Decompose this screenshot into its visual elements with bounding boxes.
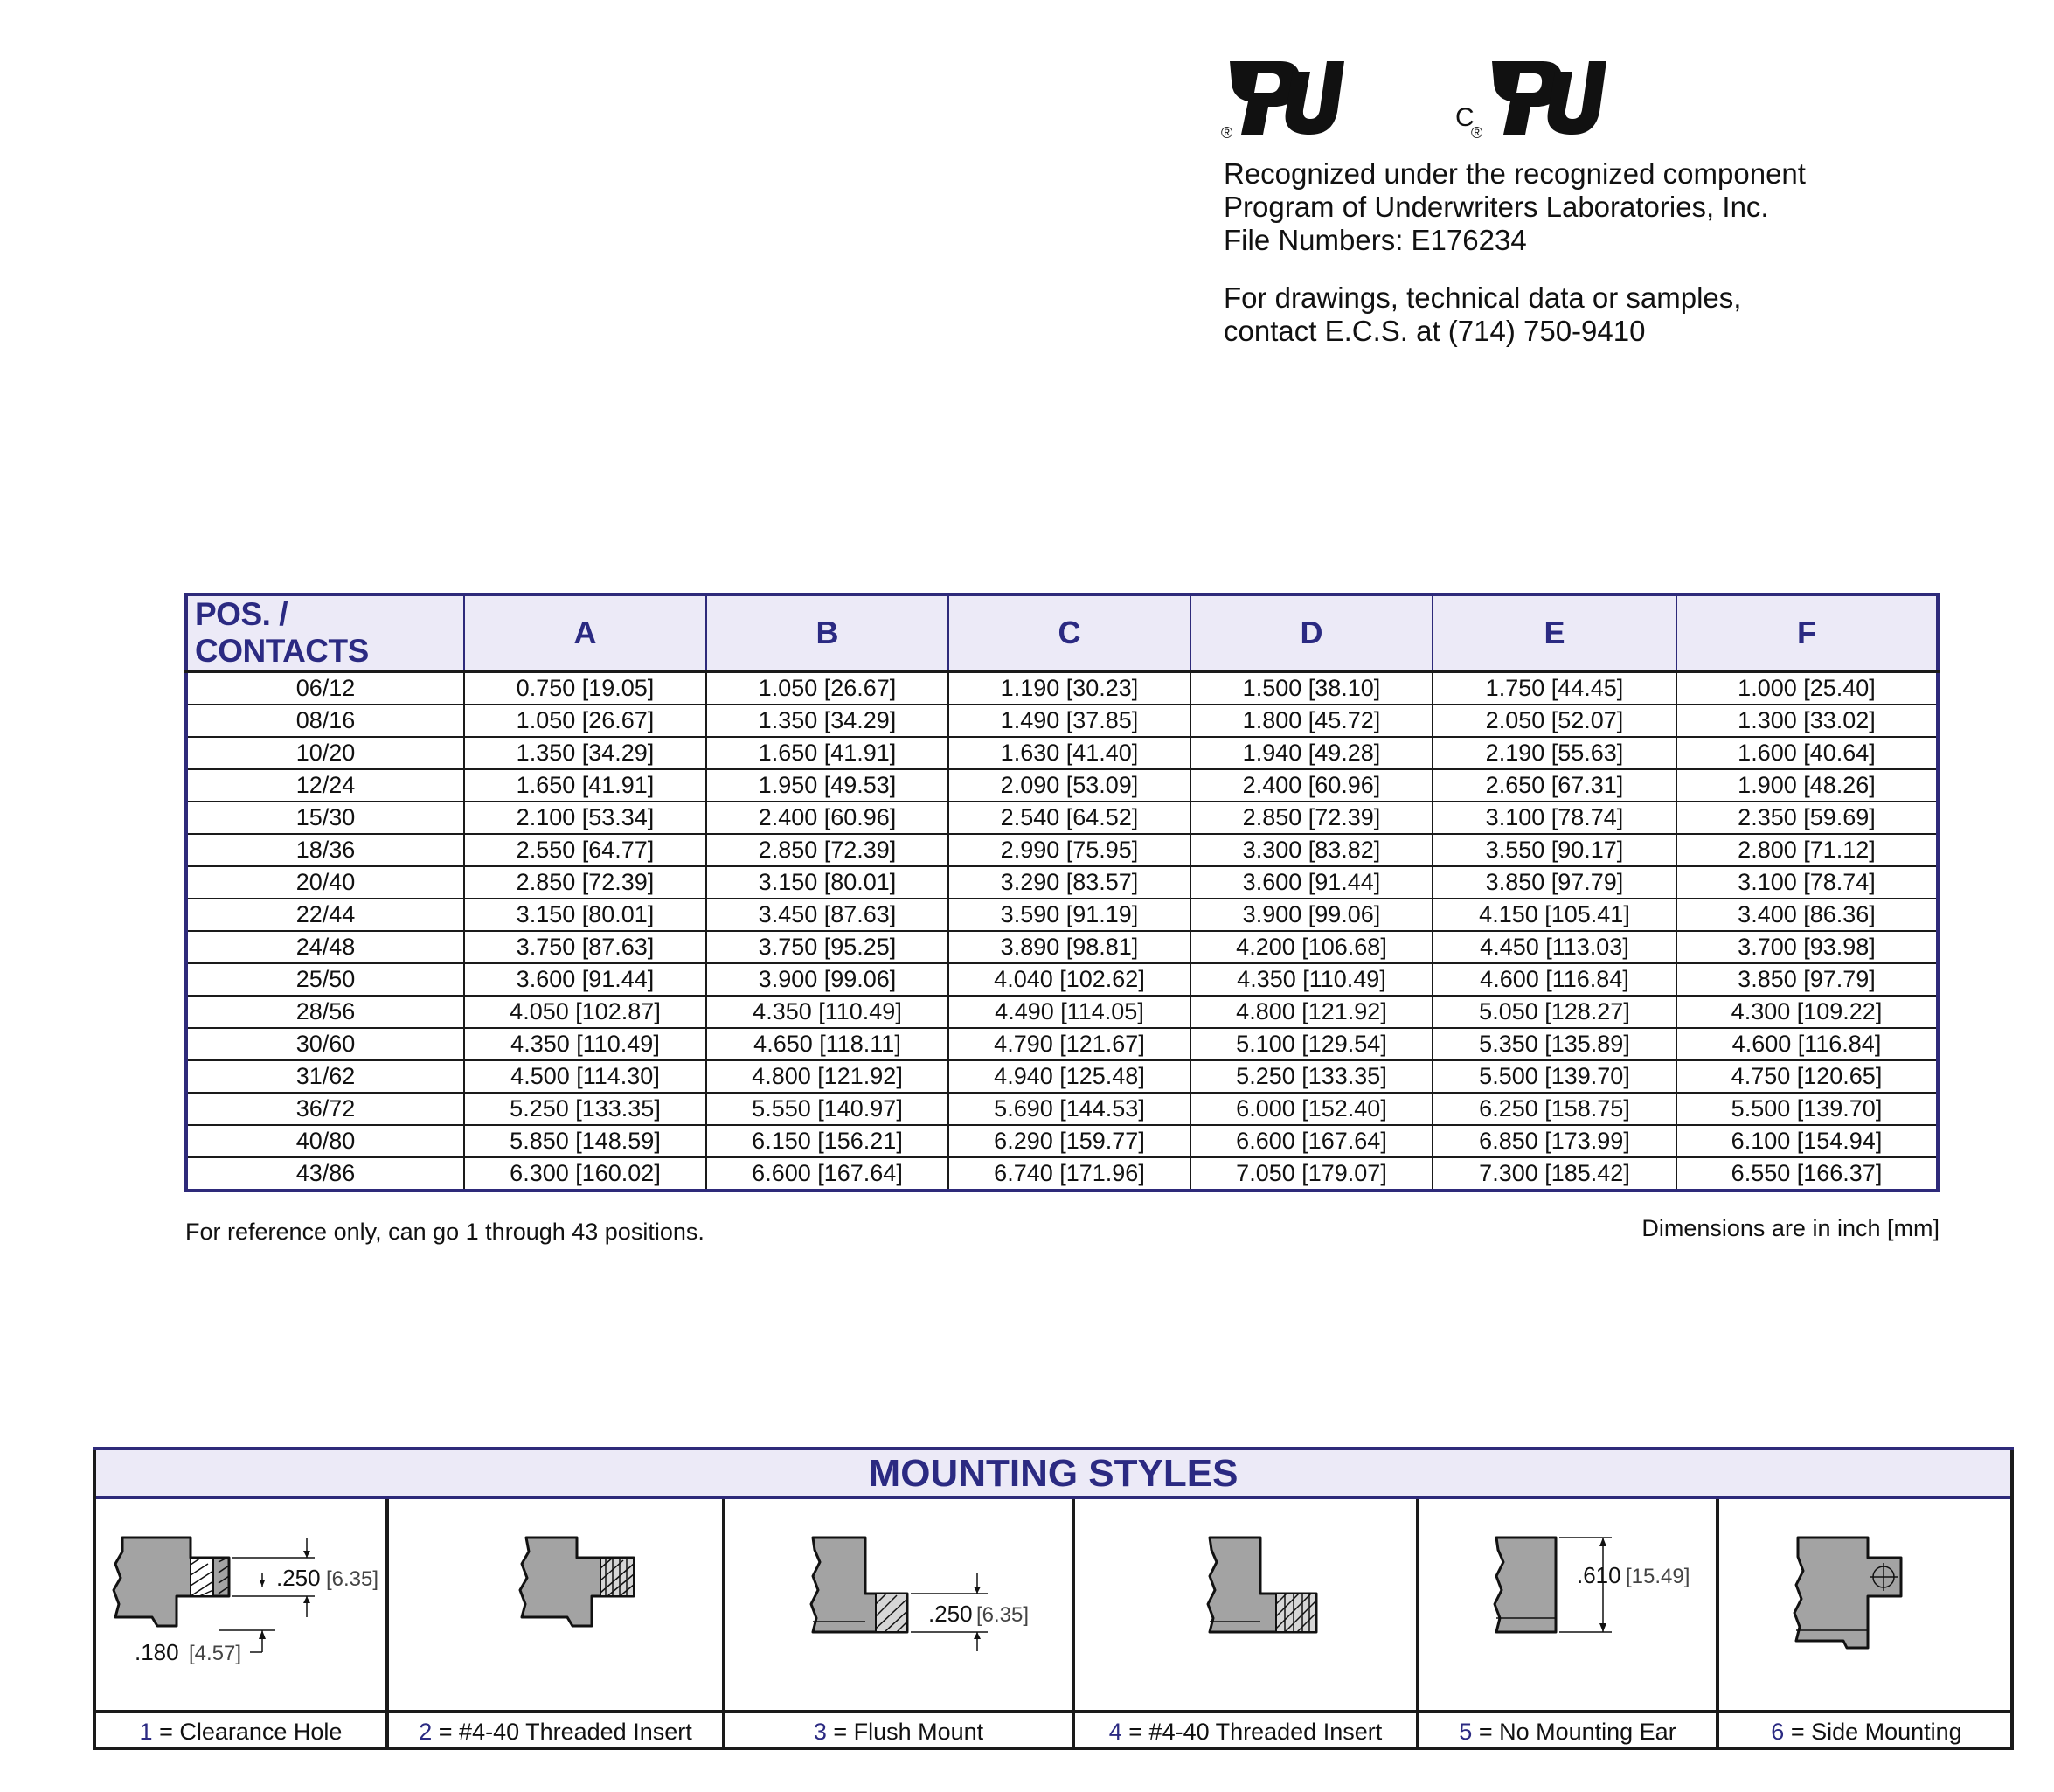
table-row: [186, 769, 1938, 802]
mounting-style-caption: 1 = Clearance Hole: [96, 1710, 385, 1750]
cell-f: 6.100 [154.94]: [1676, 1125, 1938, 1157]
cell-c: 2.090 [53.09]: [948, 769, 1190, 802]
cell-c: 4.940 [125.48]: [948, 1060, 1190, 1093]
cell-c: 1.190 [30.23]: [948, 671, 1190, 705]
cell-c: 3.890 [98.81]: [948, 931, 1190, 963]
col-header-b: B: [706, 594, 948, 671]
cell-d: 4.350 [110.49]: [1190, 963, 1433, 996]
cell-e: 5.350 [135.89]: [1433, 1028, 1676, 1060]
col-header-a: A: [464, 594, 706, 671]
cell-c: 3.290 [83.57]: [948, 866, 1190, 899]
cell-a: 1.350 [34.29]: [464, 737, 706, 769]
cell-e: 7.300 [185.42]: [1433, 1157, 1676, 1191]
no-mounting-ear-drawing: [1419, 1499, 1716, 1710]
registered-mark: ®: [1471, 124, 1483, 142]
ul-line: Recognized under the recognized component: [1224, 157, 1806, 190]
cell-f: 3.400 [86.36]: [1676, 899, 1938, 931]
cell-d: 7.050 [179.07]: [1190, 1157, 1433, 1191]
cell-b: 1.950 [49.53]: [706, 769, 948, 802]
svg-text:[6.35]: [6.35]: [326, 1567, 379, 1591]
cell-a: 2.850 [72.39]: [464, 866, 706, 899]
cell-b: 2.400 [60.96]: [706, 802, 948, 834]
table-row: [186, 1125, 1938, 1157]
mounting-style-2: [389, 1499, 725, 1750]
cell-b: 3.900 [99.06]: [706, 963, 948, 996]
table-row: [186, 737, 1938, 769]
table-body: [186, 671, 1938, 1191]
cell-pos-contacts: 40/80: [186, 1125, 464, 1157]
cell-d: 3.600 [91.44]: [1190, 866, 1433, 899]
cell-a: 2.100 [53.34]: [464, 802, 706, 834]
cell-b: 3.750 [95.25]: [706, 931, 948, 963]
cell-b: 6.600 [167.64]: [706, 1157, 948, 1191]
mounting-style-caption: 4 = #4-40 Threaded Insert: [1075, 1710, 1416, 1750]
ul-recognized-logo: [1219, 54, 1359, 142]
cell-f: 3.850 [97.79]: [1676, 963, 1938, 996]
cell-pos-contacts: 15/30: [186, 802, 464, 834]
cell-pos-contacts: 12/24: [186, 769, 464, 802]
registered-mark: ®: [1221, 124, 1233, 142]
cell-pos-contacts: 30/60: [186, 1028, 464, 1060]
cell-d: 2.400 [60.96]: [1190, 769, 1433, 802]
threaded-insert-flush-drawing: [1075, 1499, 1416, 1710]
table-row: [186, 1028, 1938, 1060]
cell-pos-contacts: 24/48: [186, 931, 464, 963]
cell-f: 3.700 [93.98]: [1676, 931, 1938, 963]
mounting-style-caption: 3 = Flush Mount: [725, 1710, 1072, 1750]
cell-pos-contacts: 31/62: [186, 1060, 464, 1093]
cell-b: 4.800 [121.92]: [706, 1060, 948, 1093]
threaded-insert-drawing: [389, 1499, 722, 1710]
cell-d: 1.500 [38.10]: [1190, 671, 1433, 705]
cul-recognized-logo: [1455, 54, 1613, 142]
ul-recognition-text: [1224, 157, 1806, 257]
cell-a: 4.050 [102.87]: [464, 996, 706, 1028]
mounting-styles-title: MOUNTING STYLES: [96, 1450, 2010, 1499]
cell-d: 6.000 [152.40]: [1190, 1093, 1433, 1125]
cell-c: 6.290 [159.77]: [948, 1125, 1190, 1157]
cell-f: 1.000 [25.40]: [1676, 671, 1938, 705]
cell-a: 5.850 [148.59]: [464, 1125, 706, 1157]
mounting-style-5: [1419, 1499, 1719, 1750]
cell-pos-contacts: 08/16: [186, 705, 464, 737]
flush-mount-drawing: [725, 1499, 1072, 1710]
mounting-style-6: [1719, 1499, 2014, 1750]
cell-d: 1.800 [45.72]: [1190, 705, 1433, 737]
cell-d: 3.900 [99.06]: [1190, 899, 1433, 931]
cell-c: 4.790 [121.67]: [948, 1028, 1190, 1060]
cell-c: 4.490 [114.05]: [948, 996, 1190, 1028]
cell-a: 0.750 [19.05]: [464, 671, 706, 705]
cell-e: 2.050 [52.07]: [1433, 705, 1676, 737]
cell-e: 3.550 [90.17]: [1433, 834, 1676, 866]
table-row: [186, 705, 1938, 737]
table-row: [186, 899, 1938, 931]
table-row: [186, 802, 1938, 834]
table-row: [186, 1157, 1938, 1191]
table-row: [186, 1060, 1938, 1093]
mounting-style-caption: 6 = Side Mounting: [1719, 1710, 2014, 1750]
cell-f: 1.900 [48.26]: [1676, 769, 1938, 802]
mounting-style-caption: 2 = #4-40 Threaded Insert: [389, 1710, 722, 1750]
cell-e: 4.150 [105.41]: [1433, 899, 1676, 931]
cell-b: 4.650 [118.11]: [706, 1028, 948, 1060]
ul-file-number: File Numbers: E176234: [1224, 224, 1527, 256]
dimension-table: [184, 593, 1940, 1192]
cell-a: 3.750 [87.63]: [464, 931, 706, 963]
svg-text:[15.49]: [15.49]: [1626, 1565, 1690, 1588]
table-row: [186, 1093, 1938, 1125]
cell-b: 6.150 [156.21]: [706, 1125, 948, 1157]
cell-a: 3.600 [91.44]: [464, 963, 706, 996]
cell-b: 2.850 [72.39]: [706, 834, 948, 866]
svg-text:[6.35]: [6.35]: [976, 1603, 1030, 1627]
contact-line: For drawings, technical data or samples,: [1224, 281, 1742, 314]
cell-b: 1.350 [34.29]: [706, 705, 948, 737]
col-header-pos-contacts: POS. / CONTACTS: [186, 594, 464, 671]
cell-a: 6.300 [160.02]: [464, 1157, 706, 1191]
cell-a: 2.550 [64.77]: [464, 834, 706, 866]
table-row: [186, 671, 1938, 705]
cell-f: 5.500 [139.70]: [1676, 1093, 1938, 1125]
cell-d: 3.300 [83.82]: [1190, 834, 1433, 866]
cell-a: 1.650 [41.91]: [464, 769, 706, 802]
table-row: [186, 866, 1938, 899]
units-note: Dimensions are in inch [mm]: [1641, 1215, 1940, 1241]
cell-f: 4.300 [109.22]: [1676, 996, 1938, 1028]
contact-info: [1224, 281, 1741, 348]
cell-c: 1.490 [37.85]: [948, 705, 1190, 737]
cell-a: 5.250 [133.35]: [464, 1093, 706, 1125]
table-row: [186, 834, 1938, 866]
cell-b: 1.050 [26.67]: [706, 671, 948, 705]
cell-pos-contacts: 25/50: [186, 963, 464, 996]
cell-b: 4.350 [110.49]: [706, 996, 948, 1028]
cell-d: 5.100 [129.54]: [1190, 1028, 1433, 1060]
mounting-style-caption: 5 = No Mounting Ear: [1419, 1710, 1716, 1750]
cell-pos-contacts: 22/44: [186, 899, 464, 931]
cell-d: 6.600 [167.64]: [1190, 1125, 1433, 1157]
cell-d: 1.940 [49.28]: [1190, 737, 1433, 769]
cell-d: 2.850 [72.39]: [1190, 802, 1433, 834]
cell-b: 5.550 [140.97]: [706, 1093, 948, 1125]
cell-f: 1.600 [40.64]: [1676, 737, 1938, 769]
table-row: [186, 931, 1938, 963]
cell-e: 2.650 [67.31]: [1433, 769, 1676, 802]
table-row: [186, 996, 1938, 1028]
cell-f: 3.100 [78.74]: [1676, 866, 1938, 899]
cell-a: 4.500 [114.30]: [464, 1060, 706, 1093]
cell-e: 2.190 [55.63]: [1433, 737, 1676, 769]
cell-e: 5.050 [128.27]: [1433, 996, 1676, 1028]
reference-note: For reference only, can go 1 through 43 positions.: [185, 1219, 704, 1245]
cell-e: 6.250 [158.75]: [1433, 1093, 1676, 1125]
cell-pos-contacts: 36/72: [186, 1093, 464, 1125]
cell-e: 3.850 [97.79]: [1433, 866, 1676, 899]
cell-d: 5.250 [133.35]: [1190, 1060, 1433, 1093]
cell-a: 3.150 [80.01]: [464, 899, 706, 931]
col-header-e: E: [1433, 594, 1676, 671]
contact-phone: contact E.C.S. at (714) 750-9410: [1224, 315, 1646, 347]
svg-text:[4.57]: [4.57]: [189, 1642, 242, 1665]
cell-f: 2.800 [71.12]: [1676, 834, 1938, 866]
mounting-styles-panel: [93, 1447, 2014, 1750]
col-header-c: C: [948, 594, 1190, 671]
cell-b: 1.650 [41.91]: [706, 737, 948, 769]
cell-pos-contacts: 10/20: [186, 737, 464, 769]
cell-c: 6.740 [171.96]: [948, 1157, 1190, 1191]
cell-e: 1.750 [44.45]: [1433, 671, 1676, 705]
ul-line: Program of Underwriters Laboratories, Inc.: [1224, 191, 1769, 223]
cell-b: 3.450 [87.63]: [706, 899, 948, 931]
svg-text:.250: .250: [276, 1565, 321, 1591]
mounting-style-4: [1075, 1499, 1419, 1750]
cell-e: 3.100 [78.74]: [1433, 802, 1676, 834]
cell-pos-contacts: 43/86: [186, 1157, 464, 1191]
cell-e: 4.450 [113.03]: [1433, 931, 1676, 963]
cell-pos-contacts: 06/12: [186, 671, 464, 705]
cell-c: 2.990 [75.95]: [948, 834, 1190, 866]
c-prefix: C: [1455, 103, 1475, 132]
clearance-hole-drawing: [96, 1499, 385, 1710]
side-mounting-drawing: [1719, 1499, 2014, 1710]
cell-b: 3.150 [80.01]: [706, 866, 948, 899]
cell-f: 1.300 [33.02]: [1676, 705, 1938, 737]
cell-c: 2.540 [64.52]: [948, 802, 1190, 834]
cell-c: 5.690 [144.53]: [948, 1093, 1190, 1125]
cell-c: 4.040 [102.62]: [948, 963, 1190, 996]
col-header-d: D: [1190, 594, 1433, 671]
cell-f: 6.550 [166.37]: [1676, 1157, 1938, 1191]
cell-f: 2.350 [59.69]: [1676, 802, 1938, 834]
cell-e: 6.850 [173.99]: [1433, 1125, 1676, 1157]
cell-pos-contacts: 28/56: [186, 996, 464, 1028]
cell-pos-contacts: 20/40: [186, 866, 464, 899]
table-header-row: [186, 594, 1938, 671]
svg-text:.180: .180: [135, 1639, 179, 1665]
mounting-style-1: [96, 1499, 389, 1750]
cell-pos-contacts: 18/36: [186, 834, 464, 866]
cell-c: 3.590 [91.19]: [948, 899, 1190, 931]
col-header-f: F: [1676, 594, 1938, 671]
mounting-style-3: [725, 1499, 1075, 1750]
cell-e: 5.500 [139.70]: [1433, 1060, 1676, 1093]
cell-c: 1.630 [41.40]: [948, 737, 1190, 769]
cell-f: 4.750 [120.65]: [1676, 1060, 1938, 1093]
cell-d: 4.200 [106.68]: [1190, 931, 1433, 963]
cell-a: 4.350 [110.49]: [464, 1028, 706, 1060]
svg-text:.610: .610: [1577, 1562, 1621, 1588]
table-row: [186, 963, 1938, 996]
cell-a: 1.050 [26.67]: [464, 705, 706, 737]
cell-f: 4.600 [116.84]: [1676, 1028, 1938, 1060]
cell-e: 4.600 [116.84]: [1433, 963, 1676, 996]
cell-d: 4.800 [121.92]: [1190, 996, 1433, 1028]
svg-text:.250: .250: [928, 1601, 973, 1627]
